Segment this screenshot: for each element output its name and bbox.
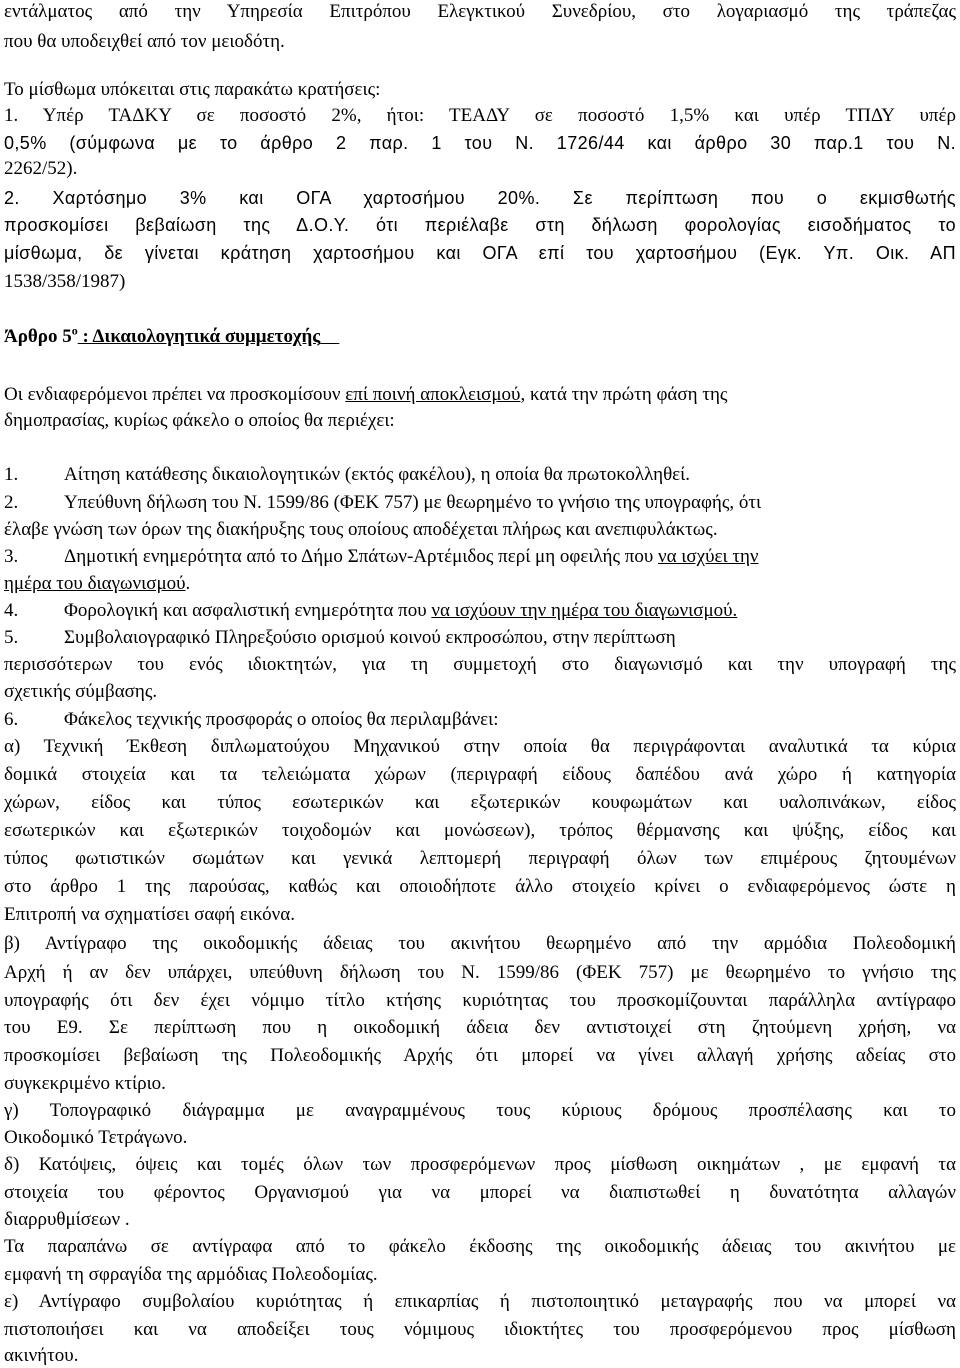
- list-number: 6.: [4, 709, 19, 730]
- text-line: Το μίσθωμα υπόκειται στις παρακάτω κρατήσεις:: [4, 79, 381, 100]
- paragraph-line: Αρχή ή αν δεν υπάρχει, υπεύθυνη δήλωση του Ν. 1599/86 (ΦΕΚ 757) με θεωρημένο το γνήσιο της: [4, 962, 956, 983]
- list-item-text: Φάκελος τεχνικής προσφοράς ο οποίος θα περιλαμβάνει:: [64, 709, 499, 730]
- list-item-text: Συμβολαιογραφικό Πληρεξούσιο ορισμού κοινού εκπροσώπου, στην περίπτωση: [64, 627, 676, 648]
- list-item-text: προσκομίσει βεβαίωση της Δ.Ο.Υ. ότι περιέλαβε στη δήλωση φορολογίας εισοδήματος το: [4, 215, 956, 235]
- list-number: 1.: [4, 464, 19, 485]
- paragraph-line: χώρων, είδος και τύπος εσωτερικών και εξωτερικών κουφωμάτων και υαλοπινάκων, είδος: [4, 792, 956, 813]
- list-item-text: Αίτηση κατάθεσης δικαιολογητικών (εκτός φακέλου), η οποία θα πρωτοκολληθεί.: [64, 464, 691, 485]
- list-item: [4, 545, 956, 569]
- text-line: εντάλματος από την Υπηρεσία Επιτρόπου Ελεγκτικού Συνεδρίου, στο λογαριασμό της τράπεζας: [4, 1, 956, 22]
- underlined-text: να ισχύει την: [658, 546, 759, 567]
- paragraph-line: διαρρυθμίσεων .: [4, 1209, 130, 1230]
- list-item: 1. Υπέρ ΤΑΔΚΥ σε ποσοστό 2%, ήτοι: ΤΕΑΔΥ σε ποσοστό 1,5% και υπέρ ΤΠΔΥ υπέρ: [4, 105, 956, 126]
- paragraph-line: στο άρθρο 1 της παρούσας, καθώς και οποιοδήποτε άλλο στοιχείο κρίνει ο ενδιαφερόμενος ώστε η: [4, 876, 956, 897]
- paragraph-line: συγκεκριμένο κτίριο.: [4, 1073, 166, 1094]
- underlined-text: επί ποινή αποκλεισμού: [345, 384, 521, 405]
- list-number: 2.: [4, 492, 19, 513]
- paragraph-line: ακινήτου.: [4, 1345, 79, 1366]
- paragraph-line: στοιχεία του φέροντος Οργανισμού για να μπορεί να διαπιστωθεί η δυνατότητα αλλαγών: [4, 1182, 956, 1203]
- paragraph-line: υπογραφής ότι δεν έχει νόμιμο τίτλο κτήσης κυριότητας του προσκομίζουνται παράλληλα αντίγραφο: [4, 990, 956, 1011]
- underlined-text: να ισχύουν την ημέρα του διαγωνισμού.: [431, 600, 738, 621]
- list-item-text: Φορολογική και ασφαλιστική ενημερότητα που: [64, 600, 432, 621]
- paragraph-line: γ) Τοπογραφικό διάγραμμα με αναγραμμένους τους κύριους δρόμους προσπέλασης και το: [4, 1100, 956, 1121]
- list-number: 4.: [4, 600, 19, 621]
- list-item: [4, 708, 956, 732]
- paragraph-line: τύπος φωτιστικών σωμάτων και γενικά λεπτομερή περιγραφή όλων των επιμέρους ζητουμένων: [4, 848, 956, 869]
- list-item-text: [4, 572, 956, 596]
- paragraph-line: ε) Αντίγραφο συμβολαίου κυριότητας ή επικαρπίας ή πιστοποιητικό μεταγραφής που να μπορεί να: [4, 1291, 956, 1312]
- paragraph-line: δ) Κατόψεις, όψεις και τομές όλων των προσφερόμενων προς μίσθωση οικημάτων , με εμφανή τα: [4, 1154, 956, 1175]
- text-line: που θα υποδειχθεί από τον μειοδότη.: [4, 31, 285, 52]
- list-item: 2. Χαρτόσημο 3% και ΟΓΑ χαρτοσήμου 20%. Σε περίπτωση που ο εκμισθωτής: [4, 188, 956, 208]
- paragraph-line: δημοπρασίας, κυρίως φάκελο ο οποίος θα περιέχει:: [4, 410, 395, 431]
- list-item: [4, 599, 956, 623]
- list-item-text: Δημοτική ενημερότητα από το Δήμο Σπάτων-Αρτέμιδος περί μη οφειλής που: [64, 546, 658, 567]
- paragraph-line: [4, 383, 956, 407]
- underlined-text: ημέρα του διαγωνισμού: [4, 573, 186, 594]
- list-item: [4, 463, 956, 487]
- list-item: [4, 491, 956, 515]
- list-item-text: 2262/52).: [4, 158, 78, 179]
- list-item-text: Υπεύθυνη δήλωση του Ν. 1599/86 (ΦΕΚ 757) με θεωρημένο το γνήσιο της υπογραφής, ότι: [64, 492, 762, 513]
- text-span: .: [185, 573, 191, 594]
- article-heading: [4, 325, 956, 349]
- list-item-text: έλαβε γνώση των όρων της διακήρυξης τους οποίους αποδέχεται πλήρως και ανεπιφυλάκτως.: [4, 519, 718, 540]
- text-span: , κατά την πρώτη φάση της: [520, 384, 728, 405]
- paragraph-line: εμφανή τη σφραγίδα της αρμόδιας Πολεοδομίας.: [4, 1264, 378, 1285]
- paragraph-line: α) Τεχνική Έκθεση διπλωματούχου Μηχανικού στην οποία θα περιγράφονται αναλυτικά τα κύρια: [4, 736, 956, 757]
- paragraph-line: δομικά στοιχεία και τα τελειώματα χώρων (περιγραφή είδους δαπέδου ανά χώρο ή κατηγορία: [4, 764, 956, 785]
- list-item-text: σχετικής σύμβασης.: [4, 681, 158, 702]
- text-span: Οι ενδιαφερόμενοι πρέπει να προσκομίσουν: [4, 384, 346, 405]
- article-heading-title: : Δικαιολογητικά συμμετοχής: [77, 326, 321, 347]
- paragraph-line: Οικοδομικό Τετράγωνο.: [4, 1127, 188, 1148]
- paragraph-line: Επιτροπή να σχηματίσει σαφή εικόνα.: [4, 904, 295, 925]
- list-item-text: 1538/358/1987): [4, 271, 126, 292]
- paragraph-line: β) Αντίγραφο της οικοδομικής άδειας του ακινήτου θεωρημένο από την αρμόδια Πολεοδομική: [4, 933, 956, 954]
- paragraph-line: προσκομίσει βεβαίωση της Πολεοδομικής Αρχής ότι μπορεί να γίνει αλλαγή χρήσης αδείας στο: [4, 1045, 956, 1066]
- list-item-text: μίσθωμα, δε γίνεται κράτηση χαρτοσήμου και ΟΓΑ επί του χαρτοσήμου (Εγκ. Υπ. Οικ. ΑΠ: [4, 243, 956, 263]
- article-heading-label: Άρθρο 5: [4, 326, 72, 347]
- paragraph-line: πιστοποιήσει και να αποδείξει τους νόμιμους ιδιοκτήτες του προσφερόμενου προς μίσθωση: [4, 1319, 956, 1340]
- list-item-text: 0,5% (σύμφωνα με το άρθρο 2 παρ. 1 του Ν. 1726/44 και άρθρο 30 παρ.1 του Ν.: [4, 133, 956, 153]
- paragraph-line: του Ε9. Σε περίπτωση που η οικοδομική άδεια δεν αντιστοιχεί στη ζητούμενη χρήση, να: [4, 1017, 956, 1038]
- list-item-text: περισσότερων του ενός ιδιοκτητών, για τη συμμετοχή στο διαγωνισμό και την υπογραφή της: [4, 654, 956, 675]
- article-heading-sup: ο: [71, 323, 78, 338]
- paragraph-line: Τα παραπάνω σε αντίγραφα από το φάκελο έκδοσης της οικοδομικής άδειας του ακινήτου με: [4, 1236, 956, 1257]
- list-number: 3.: [4, 546, 19, 567]
- paragraph-line: εσωτερικών και εξωτερικών τοιχοδομών και μονώσεων), τρόπος θέρμανσης και ψύξης, είδος και: [4, 820, 956, 841]
- list-item: [4, 626, 956, 650]
- list-number: 5.: [4, 627, 19, 648]
